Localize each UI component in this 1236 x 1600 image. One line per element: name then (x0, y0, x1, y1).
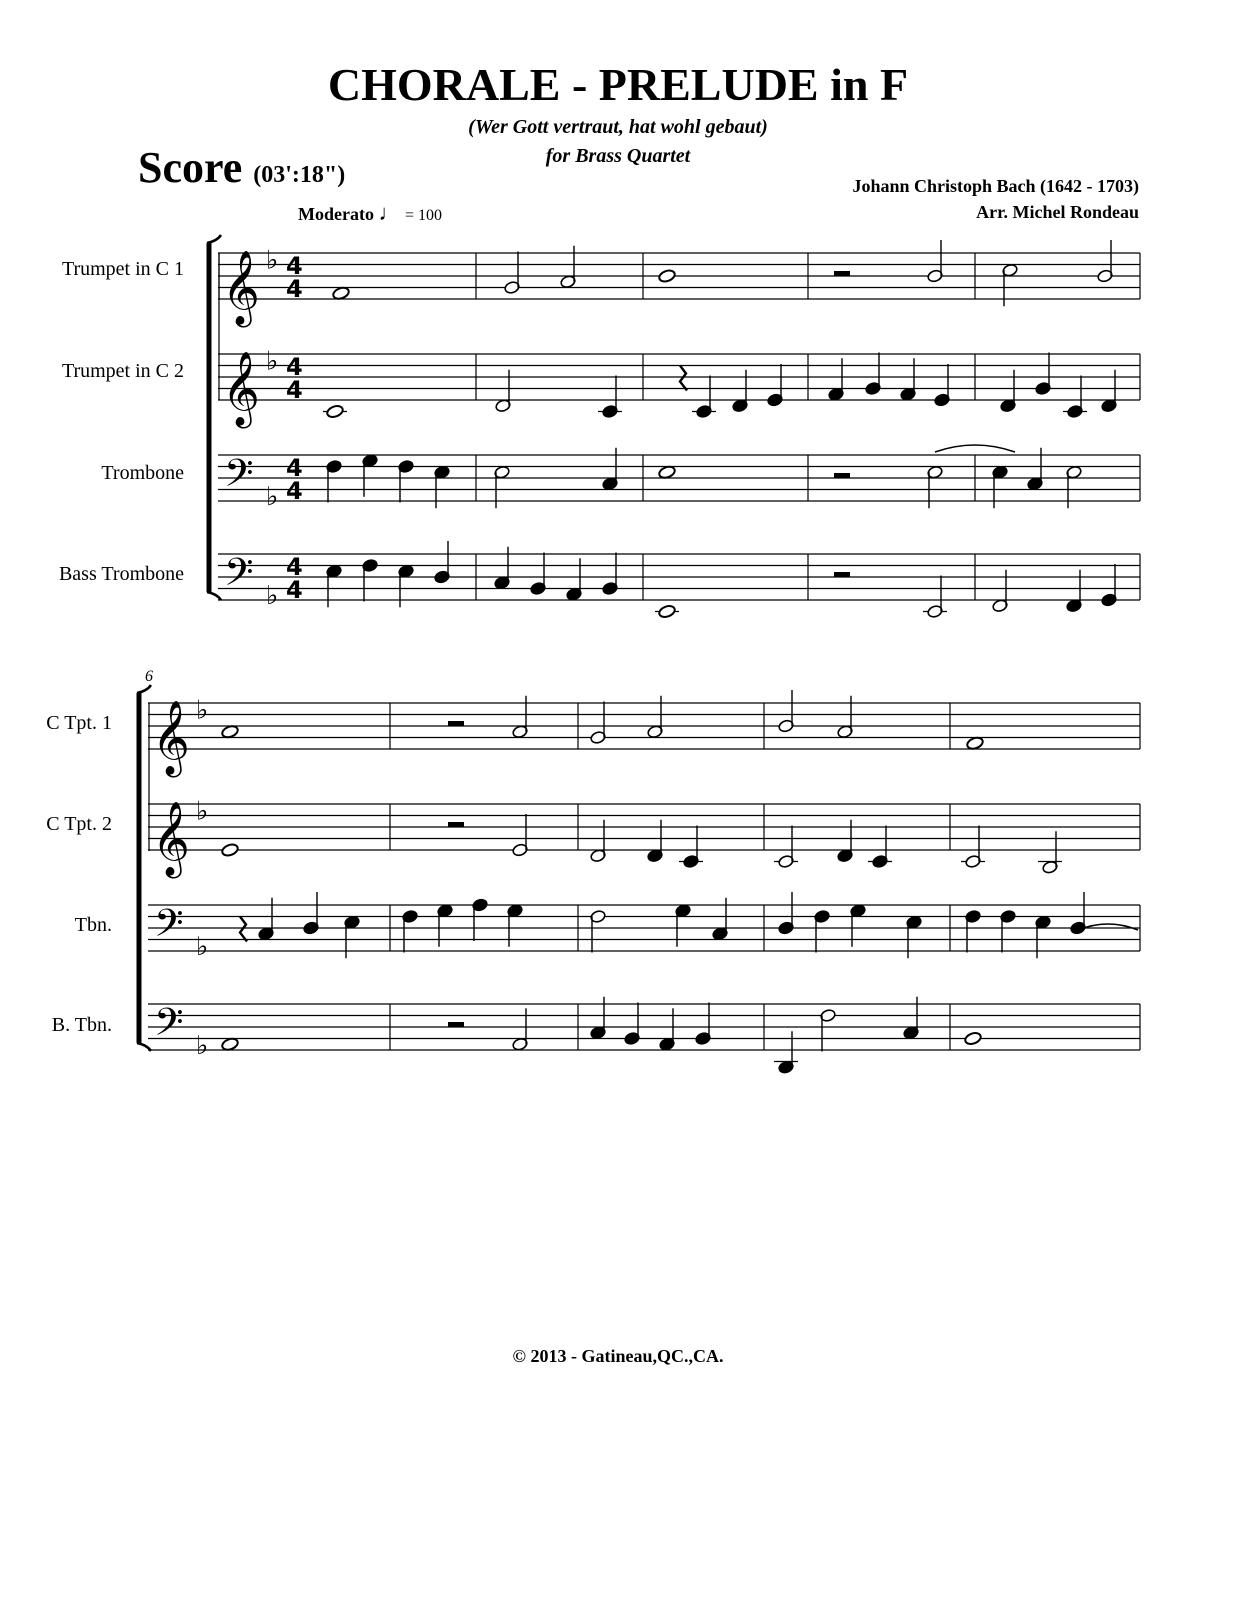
bass-clef-icon: 𝄢 (224, 549, 254, 604)
whole-note (658, 604, 676, 619)
quarter-rest-icon (240, 917, 247, 942)
bass-clef-icon: 𝄢 (154, 999, 184, 1054)
flat-icon: ♭ (266, 245, 279, 276)
staff-name-trumpet-1: Trumpet in C 1 (61, 258, 184, 280)
treble-clef-icon: 𝄞 (152, 802, 190, 876)
flat-icon: ♭ (196, 932, 209, 962)
instrumentation: for Brass Quartet (545, 145, 691, 167)
treble-clef-icon: 𝄞 (152, 701, 190, 775)
time-signature-top: 4 (286, 353, 303, 381)
bass-clef-icon: 𝄢 (154, 900, 184, 955)
staff-name-trumpet-2: Trumpet in C 2 (61, 360, 184, 382)
staff-name-trumpet-2-short: C Tpt. 2 (46, 813, 112, 835)
whole-note (658, 269, 676, 284)
flat-icon: ♭ (266, 346, 279, 377)
half-rest-icon (448, 721, 464, 726)
staff-name-trombone-short: Tbn. (74, 914, 112, 936)
half-rest-icon (448, 1022, 464, 1027)
half-rest-icon (834, 473, 850, 478)
score-title: CHORALE - PRELUDE in F (327, 59, 909, 110)
tie (935, 445, 1015, 452)
time-signature-bottom: 4 (286, 376, 303, 404)
copyright: © 2013 - Gatineau,QC.,CA. (512, 1346, 724, 1366)
treble-clef-icon: 𝄞 (222, 251, 260, 325)
staff-name-trumpet-1-short: C Tpt. 1 (46, 712, 112, 734)
tempo-text: Moderato (298, 204, 374, 224)
bass-clef-icon: 𝄢 (224, 450, 254, 505)
score-duration: (03':18") (253, 162, 346, 188)
whole-note (221, 843, 239, 858)
clefs-and-signatures (152, 246, 303, 1062)
time-signature-top: 4 (286, 454, 303, 482)
tempo-value: = 100 (404, 207, 443, 224)
time-signature-bottom: 4 (286, 477, 303, 505)
barlines (390, 253, 1140, 1050)
time-signature-top: 4 (286, 553, 303, 581)
flat-icon: ♭ (266, 581, 279, 611)
treble-clef-icon: 𝄞 (222, 352, 260, 426)
time-signature-top: 4 (286, 252, 303, 280)
composer: Johann Christoph Bach (1642 - 1703) (852, 176, 1139, 196)
time-signature-bottom: 4 (286, 275, 303, 303)
half-rest-icon (834, 271, 850, 276)
measure-number: 6 (145, 668, 153, 685)
time-signature-bottom: 4 (286, 576, 303, 604)
whole-note (964, 1031, 982, 1046)
staff-name-trombone: Trombone (101, 462, 184, 484)
quarter-note-icon: ♩ (378, 200, 401, 225)
half-rest-icon (448, 822, 464, 827)
flat-icon: ♭ (266, 482, 279, 512)
whole-note (326, 404, 344, 419)
score-label: Score (138, 143, 243, 192)
flat-icon: ♭ (196, 695, 209, 726)
staff-name-bass-trombone: Bass Trombone (58, 563, 184, 585)
quarter-rest-icon (680, 366, 687, 391)
half-rest-icon (834, 572, 850, 577)
tie (1078, 924, 1138, 930)
flat-icon: ♭ (196, 1031, 209, 1061)
arranger: Arr. Michel Rondeau (976, 202, 1139, 222)
staff-name-bass-trombone-short: B. Tbn. (51, 1014, 112, 1036)
flat-icon: ♭ (196, 796, 209, 827)
score-subtitle: (Wer Gott vertraut, hat wohl gebaut) (468, 116, 768, 138)
